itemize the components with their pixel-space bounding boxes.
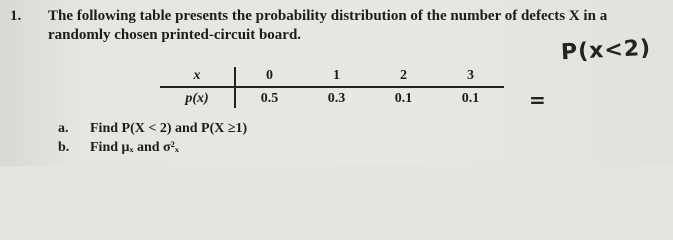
question-text-line-2: randomly chosen printed-circuit board. — [48, 27, 302, 43]
part-b-text: Find μₓ and σ²ₓ — [90, 140, 179, 155]
table-cell-px: 0.5 — [260, 91, 279, 106]
table-cell-px: 0.1 — [394, 91, 413, 106]
handwritten-equals-sign: = — [529, 88, 546, 112]
table-cell-x: 2 — [370, 67, 437, 87]
question-text-line-1: The following table presents the probability distribution of the number of defects X in a — [48, 8, 608, 24]
table-row-px — [160, 87, 504, 108]
row-header-x: x — [160, 67, 235, 87]
part-a — [58, 121, 247, 137]
row-header-px: p(x) — [160, 87, 235, 108]
probability-distribution-table — [160, 67, 504, 108]
table-cell-px: 0.3 — [327, 91, 346, 106]
table-cell-x: 3 — [437, 67, 504, 87]
table-row-x — [160, 67, 504, 87]
table-cell-px: 0.1 — [461, 91, 480, 106]
part-a-text: Find P(X < 2) and P(X ≥1) — [90, 121, 248, 136]
part-b — [58, 140, 179, 156]
handwritten-probability-note: P(x<2) — [560, 35, 652, 66]
table-cell-x: 1 — [303, 67, 370, 87]
part-a-label: a. — [58, 121, 69, 136]
part-b-label: b. — [58, 140, 70, 155]
table-cell-x: 0 — [235, 67, 303, 87]
question-number: 1. — [10, 8, 22, 24]
